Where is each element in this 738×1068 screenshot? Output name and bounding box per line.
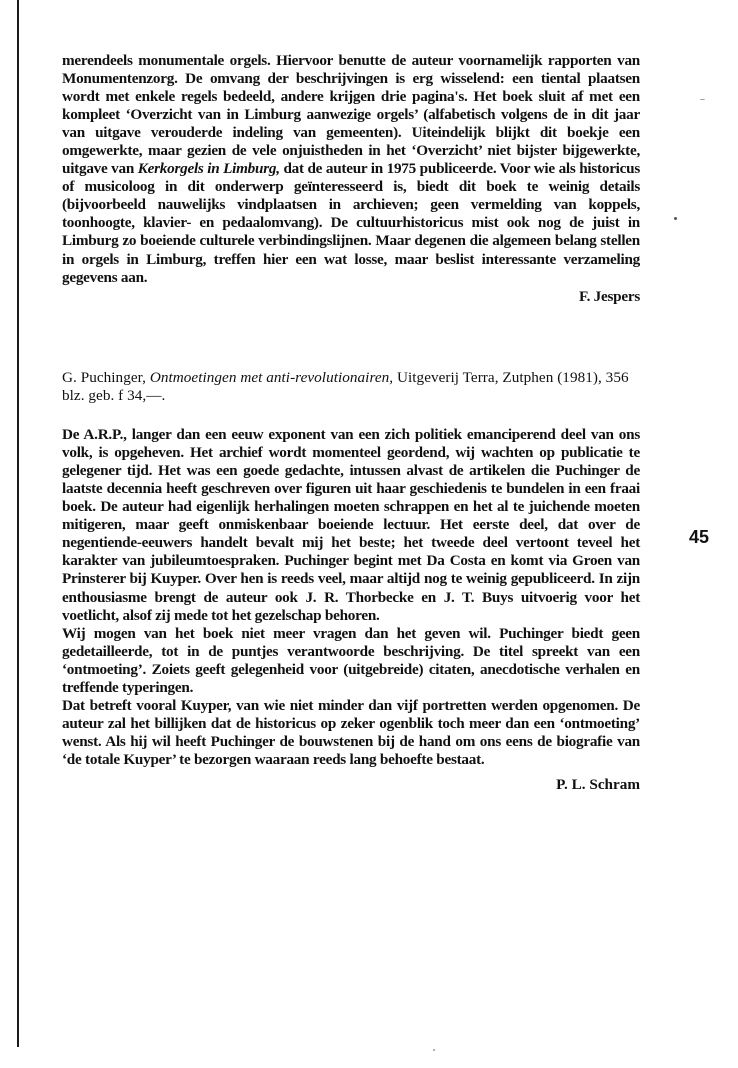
citation-publisher: Uitgeverij Terra, Zutphen (1981), 356 blz. geb. f 34,—. xyxy=(62,369,629,405)
review-jespers-body xyxy=(62,52,640,287)
signature-jespers: F. Jespers xyxy=(578,287,640,305)
review-schram xyxy=(62,369,640,794)
review-jespers xyxy=(62,52,640,306)
review-jespers-text-before: merendeels monumentale orgels. Hiervoor benutte de auteur voornamelijk rapporten van Monumentenzorg. De omvang der beschrijvingen is erg wisselend: een tiental plaatsen wordt met enkele regels bedeeld, andere krijgen drie pagina's. Het boek sluit af met een kompleet ‘Overzicht van in Limburg aanwezige orgels’ (alfabetisch volgens de in dit jaar van uitgave verouderde indeling van gemeenten). Uiteindelijk blijkt dit boekje een omgewerkte, maar gezien de vele onjuistheden in het ‘Overzicht’ niet bijster bijgewerkte, uitgave van xyxy=(62,52,640,178)
citation-title: Ontmoetingen met anti-revolutionairen, xyxy=(149,369,394,386)
scan-speck xyxy=(433,1049,435,1051)
signature-schram: P. L. Schram xyxy=(556,775,640,793)
review-jespers-book-title: Kerkorgels in Limburg, xyxy=(137,160,280,178)
page-number: 45 xyxy=(689,527,710,547)
review-schram-paragraph-1: De A.R.P., langer dan een eeuw exponent van een zich politiek emanciperend deel van ons volk, is opgeheven. Het archief wordt momenteel geordend, wij wachten op publicatie te gelegener tijd. Het was een goede gedachte, intussen alvast de artikelen die Puchinger de laatste decennia heeft geschreven over figuren uit haar geschiedenis te bundelen in een fraai boek. De auteur had eigenlijk herhalingen moeten schrappen en het al te juichende moeten mitigeren, maar geeft onmiskenbaar boeiende lectuur. Het eerste deel, dat over de negentiende-eeuwers handelt bevalt mij het beste; het tweede deel vertoont teveel het karakter van jubileumtoespraken. Puchinger begint met Da Costa en komt via Groen van Prinsterer bij Kuyper. Over hen is reeds veel, maar altijd nog te weinig gepubliceerd. In zijn enthousiasme brengt de auteur ook J. R. Thorbecke en J. T. Buys uitvoerig voor het voetlicht, alsof zij mede tot het gezelschap behoren. xyxy=(62,426,640,624)
book-citation xyxy=(62,369,640,405)
citation-author: G. Puchinger, xyxy=(62,369,150,386)
scan-speck xyxy=(700,99,705,100)
margin-rule xyxy=(17,0,19,1047)
review-schram-paragraph-3: Dat betreft vooral Kuyper, van wie niet minder dan vijf portretten werden opgenomen. De auteur zal het billijken dat de historicus op zeker ogenblik toch meer dan een ‘ontmoeting’ wenst. Als hij wil heeft Puchinger de bouwstenen bij de hand om ons eens de biografie van ‘de totale Kuyper’ te bezorgen waaraan reeds lang behoefte bestaat. xyxy=(62,696,640,768)
scan-speck xyxy=(674,217,677,220)
review-jespers-text-after: dat de auteur in 1975 publiceerde. Voor wie als historicus of musicoloog in dit onderwerp geïnteresseerd is, biedt dit boek te weinig details (bijvoorbeeld nauwelijks vindplaatsen in archieven; geen vermelding van koppels, toonhoogte, klavier- en pedaalomvang). De cultuurhistoricus mist ook nog de juist in Limburg zo boeiende culturele verbindingslijnen. Maar degenen die algemeen belang stellen in orgels in Limburg, treffen hier een wat losse, maar beslist interessante verzameling gegevens aan. xyxy=(62,160,641,286)
review-schram-paragraph-2: Wij mogen van het boek niet meer vragen dan het geven wil. Puchinger biedt geen gedetailleerde, tot in de puntjes verantwoorde beschrijving. De titel spreekt van een ‘ontmoeting’. Zoiets geeft gelegenheid voor (uitgebreide) citaten, anecdotische verhalen en treffende typeringen. xyxy=(62,624,640,696)
